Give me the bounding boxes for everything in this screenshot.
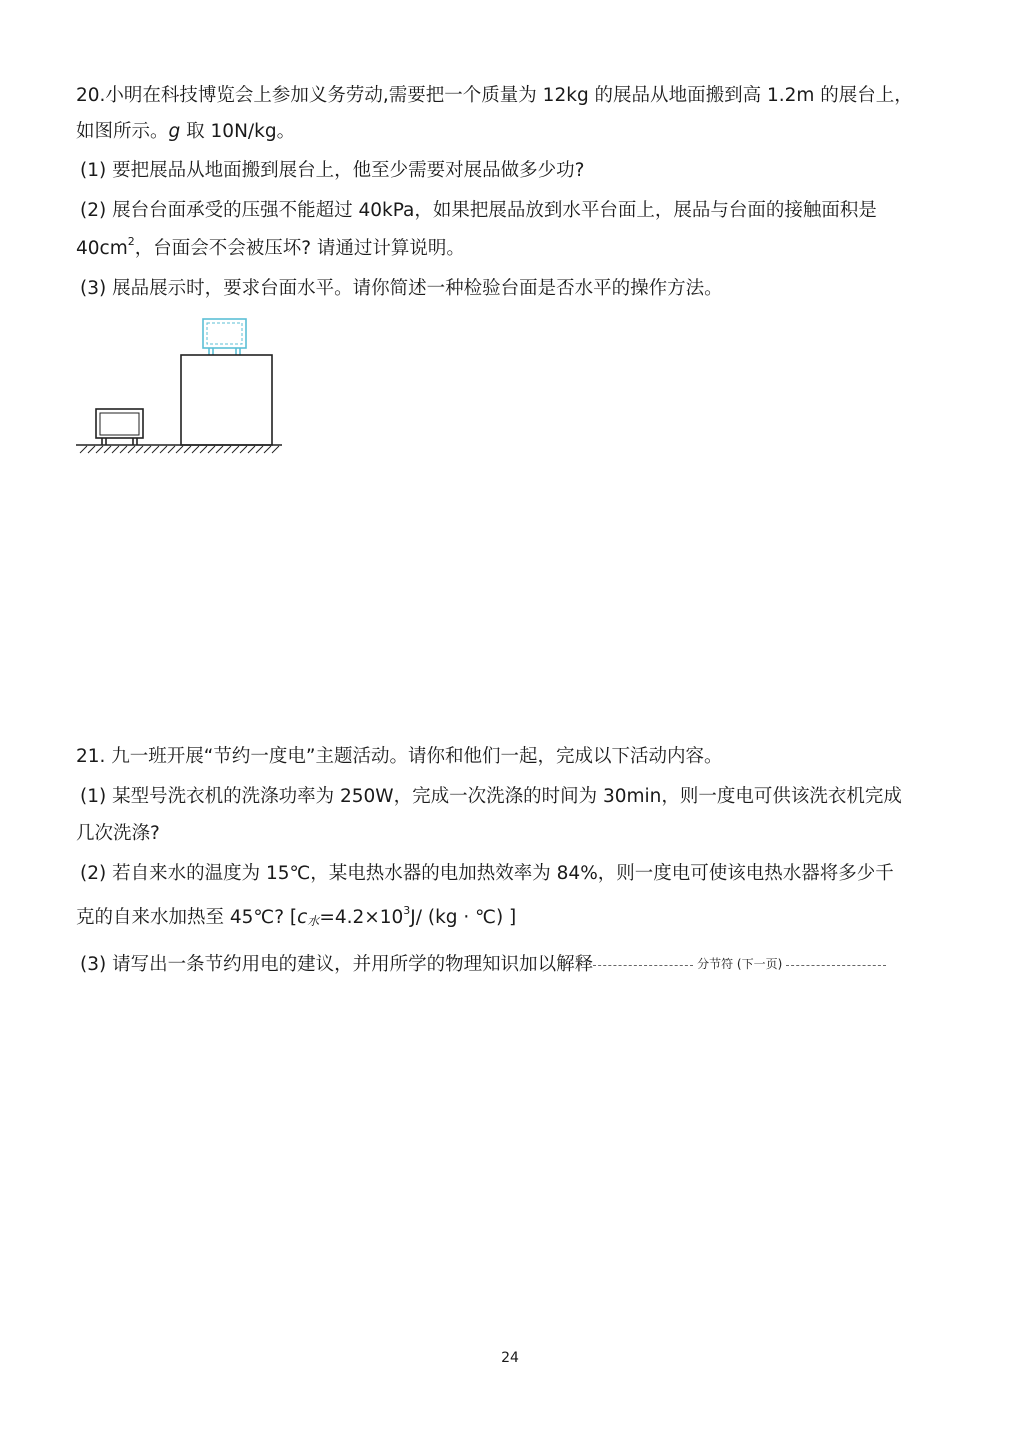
q21-part3-text: (3) 请写出一条节约用电的建议，并用所学的物理知识加以解释 [80,954,594,975]
q20-part2-line2-post: ，台面会不会被压坏? 请通过计算说明。 [134,238,465,259]
specific-heat-unit: J/ (kg · ℃) ] [410,907,517,928]
page-number: 24 [501,1350,519,1366]
q21-part1-line2: 几次洗涤? [76,823,160,844]
g-symbol: g [168,121,181,142]
q20-line2-text: 如图所示。 [76,121,169,142]
section-break-label: 分节符 (下一页) [697,957,783,971]
q21-part1-line1: (1) 某型号洗衣机的洗涤功率为 250W，完成一次洗涤的时间为 30min，则一度电可供该洗衣机完成 [80,786,902,807]
q20-part1: (1) 要把展品从地面搬到展台上，他至少需要对展品做多少功? [80,160,585,181]
q21-line1: 21. 九一班开展“节约一度电”主题活动。请你和他们一起，完成以下活动内容。 [76,746,723,767]
q21-part2-line1: (2) 若自来水的温度为 15℃，某电热水器的电加热效率为 84%，则一度电可使该电热水器将多少千 [80,863,894,884]
exhibit-on-stand [203,319,246,355]
q21-part2-line2-text: 克的自来水加热至 45℃? [ [76,907,298,928]
exhibit-on-ground [96,409,143,445]
ground-hatching [76,445,282,453]
q20-line2 [76,120,295,144]
section-break [593,953,886,977]
area-exponent: 2 [127,234,135,248]
q21-part2-line2 [76,903,517,931]
q20-line1: 20.小明在科技博览会上参加义务劳动,需要把一个质量为 12kg 的展品从地面搬到高 1.2m 的展台上， [76,85,913,106]
specific-heat-exponent: 3 [403,903,411,917]
water-subscript: 水 [307,914,320,928]
q21-part3 [80,953,886,977]
exhibit-stand-diagram [72,310,292,460]
area-value: 40cm [76,238,128,259]
display-stand [181,355,272,445]
q20-line2-post: 取 10N/kg。 [180,121,296,142]
q20-part2-line2 [76,234,465,261]
q20-part2-line1: (2) 展台台面承受的压强不能超过 40kPa，如果把展品放到水平台面上，展品与台面的接触面积是 [80,200,877,221]
c-symbol: c [297,907,308,928]
specific-heat-value: =4.2×10 [319,907,404,928]
q20-part3: (3) 展品展示时，要求台面水平。请你简述一种检验台面是否水平的操作方法。 [80,278,723,299]
